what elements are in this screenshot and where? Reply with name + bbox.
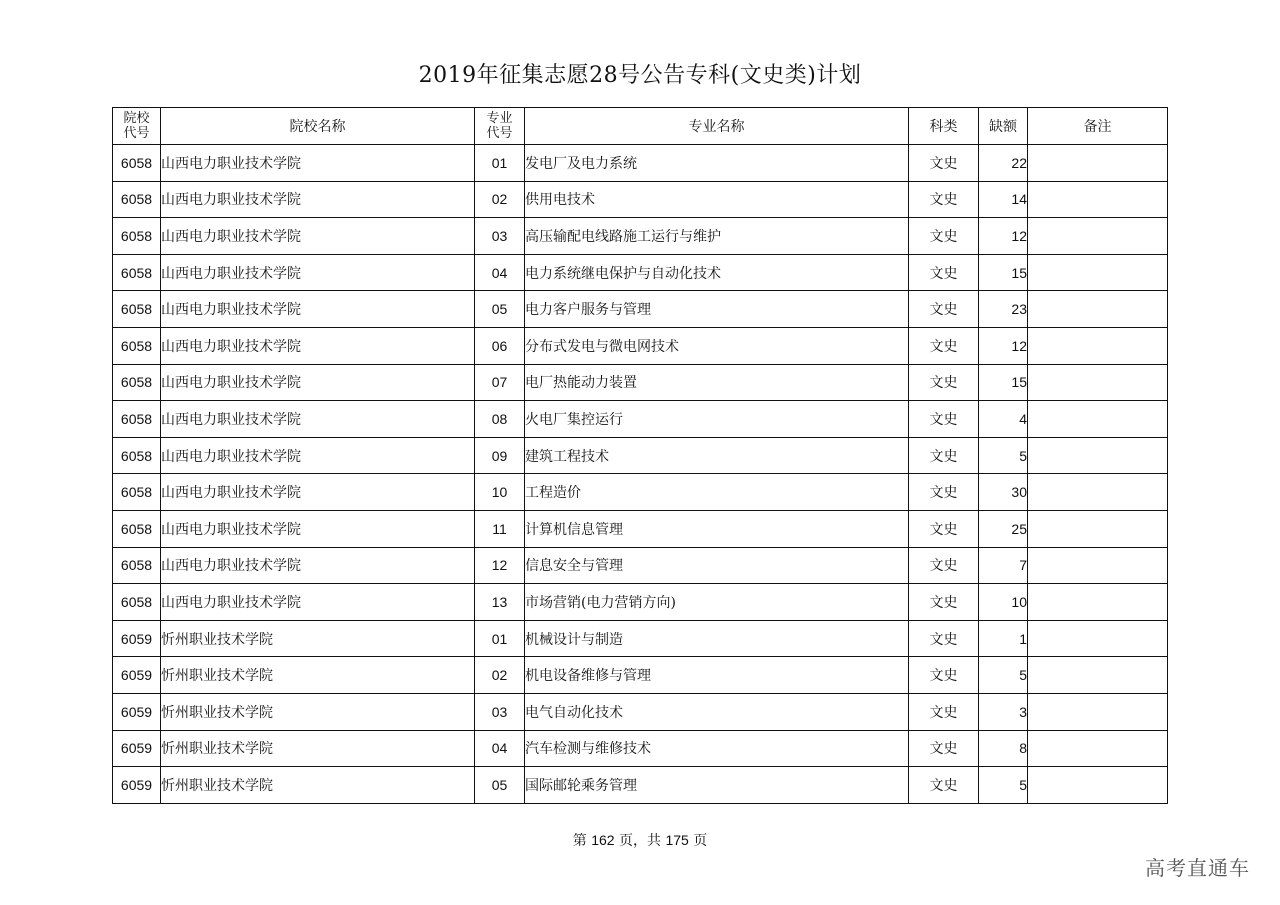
major-name-cell: 汽车检测与维修技术 <box>525 730 909 767</box>
remarks-cell <box>1028 730 1168 767</box>
school-name-cell: 山西电力职业技术学院 <box>161 218 475 255</box>
major-name-cell: 供用电技术 <box>525 181 909 218</box>
major-name-cell: 发电厂及电力系统 <box>525 145 909 182</box>
vacancy-cell: 14 <box>979 181 1028 218</box>
vacancy-cell: 30 <box>979 474 1028 511</box>
header-major-code: 专业 代号 <box>475 108 525 145</box>
category-cell: 文史 <box>909 291 979 328</box>
category-cell: 文史 <box>909 584 979 621</box>
school-code-cell: 6059 <box>113 693 161 730</box>
major-name-cell: 计算机信息管理 <box>525 510 909 547</box>
header-school-code: 院校 代号 <box>113 108 161 145</box>
school-name-cell: 山西电力职业技术学院 <box>161 474 475 511</box>
category-cell: 文史 <box>909 145 979 182</box>
current-page: 162 <box>591 832 615 848</box>
remarks-cell <box>1028 547 1168 584</box>
header-category: 科类 <box>909 108 979 145</box>
category-cell: 文史 <box>909 620 979 657</box>
remarks-cell <box>1028 510 1168 547</box>
table-row <box>113 145 1168 182</box>
remarks-cell <box>1028 584 1168 621</box>
major-name-cell: 信息安全与管理 <box>525 547 909 584</box>
table-body <box>113 145 1168 804</box>
major-name-cell: 国际邮轮乘务管理 <box>525 767 909 804</box>
major-name-cell: 高压输配电线路施工运行与维护 <box>525 218 909 255</box>
vacancy-cell: 8 <box>979 730 1028 767</box>
major-name-cell: 电气自动化技术 <box>525 693 909 730</box>
major-code-cell: 12 <box>475 547 525 584</box>
table-row <box>113 291 1168 328</box>
school-name-cell: 忻州职业技术学院 <box>161 693 475 730</box>
school-code-cell: 6059 <box>113 620 161 657</box>
remarks-cell <box>1028 474 1168 511</box>
major-code-cell: 02 <box>475 657 525 694</box>
page-footer: 第 162 页，共 175 页 <box>572 832 708 849</box>
vacancy-cell: 5 <box>979 767 1028 804</box>
vacancy-cell: 23 <box>979 291 1028 328</box>
page-title: 2019年征集志愿28号公告专科(文史类)计划 <box>418 63 862 88</box>
school-name-cell: 山西电力职业技术学院 <box>161 401 475 438</box>
header-school-name: 院校名称 <box>161 108 475 145</box>
school-name-cell: 山西电力职业技术学院 <box>161 181 475 218</box>
school-name-cell: 山西电力职业技术学院 <box>161 437 475 474</box>
table-row <box>113 327 1168 364</box>
major-name-cell: 工程造价 <box>525 474 909 511</box>
table-header-row <box>113 108 1168 145</box>
category-cell: 文史 <box>909 547 979 584</box>
table-row <box>113 620 1168 657</box>
major-name-cell: 机械设计与制造 <box>525 620 909 657</box>
remarks-cell <box>1028 145 1168 182</box>
remarks-cell <box>1028 693 1168 730</box>
plan-table <box>112 107 1168 804</box>
remarks-cell <box>1028 620 1168 657</box>
category-cell: 文史 <box>909 657 979 694</box>
major-code-cell: 06 <box>475 327 525 364</box>
table-row <box>113 767 1168 804</box>
school-name-cell: 忻州职业技术学院 <box>161 767 475 804</box>
header-vacancy: 缺额 <box>979 108 1028 145</box>
school-name-cell: 山西电力职业技术学院 <box>161 327 475 364</box>
vacancy-cell: 7 <box>979 547 1028 584</box>
school-code-cell: 6058 <box>113 291 161 328</box>
major-code-cell: 09 <box>475 437 525 474</box>
category-cell: 文史 <box>909 693 979 730</box>
major-name-cell: 市场营销(电力营销方向) <box>525 584 909 621</box>
school-code-cell: 6058 <box>113 254 161 291</box>
table-row <box>113 474 1168 511</box>
table-row <box>113 510 1168 547</box>
school-code-cell: 6058 <box>113 364 161 401</box>
school-code-cell: 6058 <box>113 327 161 364</box>
major-code-cell: 05 <box>475 291 525 328</box>
watermark-text: 高考直通车 <box>1145 856 1250 880</box>
vacancy-cell: 1 <box>979 620 1028 657</box>
school-name-cell: 忻州职业技术学院 <box>161 657 475 694</box>
major-code-cell: 13 <box>475 584 525 621</box>
school-code-cell: 6058 <box>113 584 161 621</box>
remarks-cell <box>1028 401 1168 438</box>
school-name-cell: 山西电力职业技术学院 <box>161 254 475 291</box>
table-row <box>113 181 1168 218</box>
major-code-cell: 04 <box>475 254 525 291</box>
school-name-cell: 山西电力职业技术学院 <box>161 145 475 182</box>
major-name-cell: 分布式发电与微电网技术 <box>525 327 909 364</box>
remarks-cell <box>1028 437 1168 474</box>
school-code-cell: 6058 <box>113 218 161 255</box>
school-code-cell: 6058 <box>113 401 161 438</box>
school-code-cell: 6059 <box>113 730 161 767</box>
major-code-cell: 02 <box>475 181 525 218</box>
table-row <box>113 693 1168 730</box>
major-code-cell: 03 <box>475 693 525 730</box>
school-name-cell: 山西电力职业技术学院 <box>161 547 475 584</box>
major-name-cell: 电力系统继电保护与自动化技术 <box>525 254 909 291</box>
major-code-cell: 10 <box>475 474 525 511</box>
major-name-cell: 电力客户服务与管理 <box>525 291 909 328</box>
school-name-cell: 忻州职业技术学院 <box>161 730 475 767</box>
school-code-cell: 6059 <box>113 657 161 694</box>
table-row <box>113 218 1168 255</box>
major-code-cell: 07 <box>475 364 525 401</box>
vacancy-cell: 5 <box>979 437 1028 474</box>
major-code-cell: 04 <box>475 730 525 767</box>
vacancy-cell: 10 <box>979 584 1028 621</box>
major-code-cell: 11 <box>475 510 525 547</box>
category-cell: 文史 <box>909 401 979 438</box>
school-code-cell: 6058 <box>113 145 161 182</box>
vacancy-cell: 4 <box>979 401 1028 438</box>
vacancy-cell: 5 <box>979 657 1028 694</box>
vacancy-cell: 25 <box>979 510 1028 547</box>
category-cell: 文史 <box>909 327 979 364</box>
school-name-cell: 山西电力职业技术学院 <box>161 510 475 547</box>
table-row <box>113 254 1168 291</box>
table-row <box>113 584 1168 621</box>
table-row <box>113 657 1168 694</box>
school-code-cell: 6059 <box>113 767 161 804</box>
major-name-cell: 机电设备维修与管理 <box>525 657 909 694</box>
major-name-cell: 建筑工程技术 <box>525 437 909 474</box>
school-code-cell: 6058 <box>113 547 161 584</box>
category-cell: 文史 <box>909 510 979 547</box>
school-code-cell: 6058 <box>113 510 161 547</box>
school-name-cell: 山西电力职业技术学院 <box>161 364 475 401</box>
vacancy-cell: 12 <box>979 327 1028 364</box>
category-cell: 文史 <box>909 181 979 218</box>
vacancy-cell: 3 <box>979 693 1028 730</box>
vacancy-cell: 12 <box>979 218 1028 255</box>
header-remarks: 备注 <box>1028 108 1168 145</box>
school-name-cell: 山西电力职业技术学院 <box>161 584 475 621</box>
school-code-cell: 6058 <box>113 474 161 511</box>
school-code-cell: 6058 <box>113 437 161 474</box>
vacancy-cell: 22 <box>979 145 1028 182</box>
remarks-cell <box>1028 254 1168 291</box>
remarks-cell <box>1028 327 1168 364</box>
major-code-cell: 05 <box>475 767 525 804</box>
major-code-cell: 08 <box>475 401 525 438</box>
major-name-cell: 火电厂集控运行 <box>525 401 909 438</box>
table-row <box>113 730 1168 767</box>
major-code-cell: 03 <box>475 218 525 255</box>
vacancy-cell: 15 <box>979 254 1028 291</box>
remarks-cell <box>1028 364 1168 401</box>
major-name-cell: 电厂热能动力装置 <box>525 364 909 401</box>
total-pages: 175 <box>665 832 689 848</box>
major-code-cell: 01 <box>475 620 525 657</box>
school-name-cell: 山西电力职业技术学院 <box>161 291 475 328</box>
category-cell: 文史 <box>909 437 979 474</box>
table-row <box>113 547 1168 584</box>
vacancy-cell: 15 <box>979 364 1028 401</box>
table-row <box>113 401 1168 438</box>
category-cell: 文史 <box>909 767 979 804</box>
table-row <box>113 437 1168 474</box>
major-code-cell: 01 <box>475 145 525 182</box>
category-cell: 文史 <box>909 218 979 255</box>
category-cell: 文史 <box>909 254 979 291</box>
category-cell: 文史 <box>909 364 979 401</box>
table-row <box>113 364 1168 401</box>
school-code-cell: 6058 <box>113 181 161 218</box>
category-cell: 文史 <box>909 474 979 511</box>
remarks-cell <box>1028 657 1168 694</box>
category-cell: 文史 <box>909 730 979 767</box>
header-major-name: 专业名称 <box>525 108 909 145</box>
remarks-cell <box>1028 181 1168 218</box>
school-name-cell: 忻州职业技术学院 <box>161 620 475 657</box>
remarks-cell <box>1028 218 1168 255</box>
remarks-cell <box>1028 767 1168 804</box>
remarks-cell <box>1028 291 1168 328</box>
